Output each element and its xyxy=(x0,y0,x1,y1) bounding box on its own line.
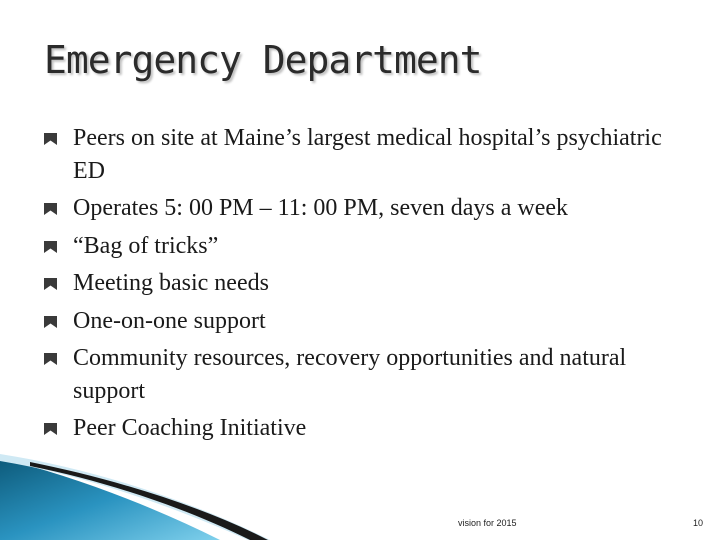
bookmark-flag-icon xyxy=(44,133,57,145)
bookmark-flag-icon xyxy=(44,203,57,215)
bullet-list xyxy=(44,122,664,450)
bullet-text: Peer Coaching Initiative xyxy=(73,415,307,441)
bullet-text: Meeting basic needs xyxy=(73,270,269,296)
bookmark-flag-icon xyxy=(44,353,57,365)
bullet-item xyxy=(44,192,664,225)
bullet-item xyxy=(44,342,664,407)
footer-text: vision for 2015 xyxy=(458,518,517,528)
bullet-text: Peers on site at Maine’s largest medical hospital’s psychiatric ED xyxy=(73,125,662,184)
bullet-text: Operates 5: 00 PM – 11: 00 PM, seven days a week xyxy=(73,195,569,221)
bookmark-flag-icon xyxy=(44,423,57,435)
bookmark-flag-icon xyxy=(44,241,57,253)
slide-title: Emergency Department xyxy=(44,38,482,82)
bookmark-flag-icon xyxy=(44,278,57,290)
bullet-item xyxy=(44,412,664,445)
bookmark-flag-icon xyxy=(44,316,57,328)
blue-wave-shape xyxy=(0,458,220,540)
bullet-text: “Bag of tricks” xyxy=(73,232,219,259)
page-number: 10 xyxy=(693,518,704,528)
bullet-item xyxy=(44,230,664,263)
bullet-item xyxy=(44,305,664,338)
bullet-item xyxy=(44,267,664,300)
bullet-item xyxy=(44,122,664,187)
bullet-text: One-on-one support xyxy=(73,307,266,334)
bullet-text: Community resources, recovery opportunities and natural support xyxy=(73,345,627,404)
